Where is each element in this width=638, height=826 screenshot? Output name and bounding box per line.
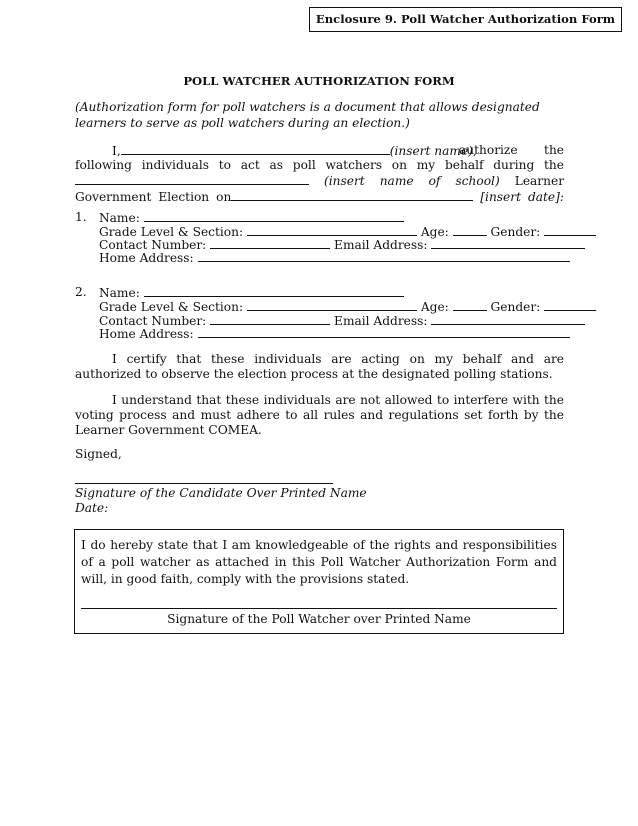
candidate-signature-caption [75, 486, 367, 515]
watcher-name-row [99, 285, 404, 300]
form-title: POLL WATCHER AUTHORIZATION FORM [183, 74, 455, 88]
watcher-number: 1. [75, 210, 87, 224]
home-field[interactable] [198, 326, 570, 338]
watcher-home-row [99, 326, 570, 341]
watcher-name-row [99, 210, 404, 225]
gender-field[interactable] [544, 299, 596, 311]
name-label: Name: [99, 286, 140, 300]
gender-label: Gender: [490, 225, 541, 239]
age-field[interactable] [453, 224, 487, 236]
name-field[interactable] [144, 285, 404, 297]
statement-text: I do hereby state that I am knowledgeable of the rights and responsibilities of a poll watcher as attached in this Poll Watcher Authorization Form and will, in good faith, comply with the provisions stated. [81, 538, 557, 586]
learner-gov-text: Learner Government Election on [75, 174, 565, 204]
candidate-signature-line[interactable] [75, 483, 333, 484]
understand-paragraph: I understand that these individuals are not allowed to interfere with the voting process and must adhere to all rules and regulations set forth by the Learner Government COMEA. [75, 393, 564, 437]
auth-body [75, 143, 564, 205]
insert-date: [insert date]: [480, 190, 564, 204]
watcher-number: 2. [75, 285, 87, 299]
name-field[interactable] [144, 210, 404, 222]
email-field[interactable] [431, 237, 585, 249]
contact-label: Contact Number: [99, 314, 207, 328]
name-label: Name: [99, 211, 140, 225]
home-label: Home Address: [99, 327, 194, 341]
poll-watcher-statement-box [74, 529, 564, 634]
gender-label: Gender: [490, 300, 541, 314]
contact-field[interactable] [210, 237, 330, 249]
grade-field[interactable] [247, 299, 417, 311]
school-blank[interactable] [75, 173, 309, 185]
watcher-grade-row [99, 299, 596, 314]
watcher-home-row [99, 250, 570, 265]
intro-text: (Authorization form for poll watchers is a document that allows designated learners to serve as poll watchers during an election.) [75, 100, 540, 130]
contact-label: Contact Number: [99, 238, 207, 252]
gender-field[interactable] [544, 224, 596, 236]
date-label: Date: [75, 500, 109, 515]
candidate-signature-label: Signature of the Candidate Over Printed Name [75, 486, 367, 500]
insert-school: (insert name of school) [324, 174, 500, 188]
certify-paragraph: I certify that these individuals are acting on my behalf and are authorized to observe the election process at the designated polling stations. [75, 352, 564, 381]
home-field[interactable] [198, 250, 570, 262]
grade-label: Grade Level & Section: [99, 225, 244, 239]
email-field[interactable] [431, 313, 585, 325]
age-field[interactable] [453, 299, 487, 311]
auth-i: I, [112, 144, 121, 158]
email-label: Email Address: [334, 314, 428, 328]
enclosure-label: Enclosure 9. Poll Watcher Authorization Form [309, 7, 622, 32]
grade-label: Grade Level & Section: [99, 300, 244, 314]
insert-name: (insert name), [389, 144, 477, 158]
poll-watcher-signature-line[interactable] [81, 608, 557, 609]
contact-field[interactable] [210, 313, 330, 325]
email-label: Email Address: [334, 238, 428, 252]
grade-field[interactable] [247, 224, 417, 236]
poll-watcher-signature-label: Signature of the Poll Watcher over Printed Name [167, 612, 471, 626]
age-label: Age: [420, 225, 449, 239]
age-label: Age: [420, 300, 449, 314]
signed-label: Signed, [75, 447, 122, 461]
home-label: Home Address: [99, 251, 194, 265]
date-blank[interactable] [231, 189, 473, 201]
authorize-text: authorize the following individuals to act as poll watchers on my behalf during the [75, 143, 564, 172]
